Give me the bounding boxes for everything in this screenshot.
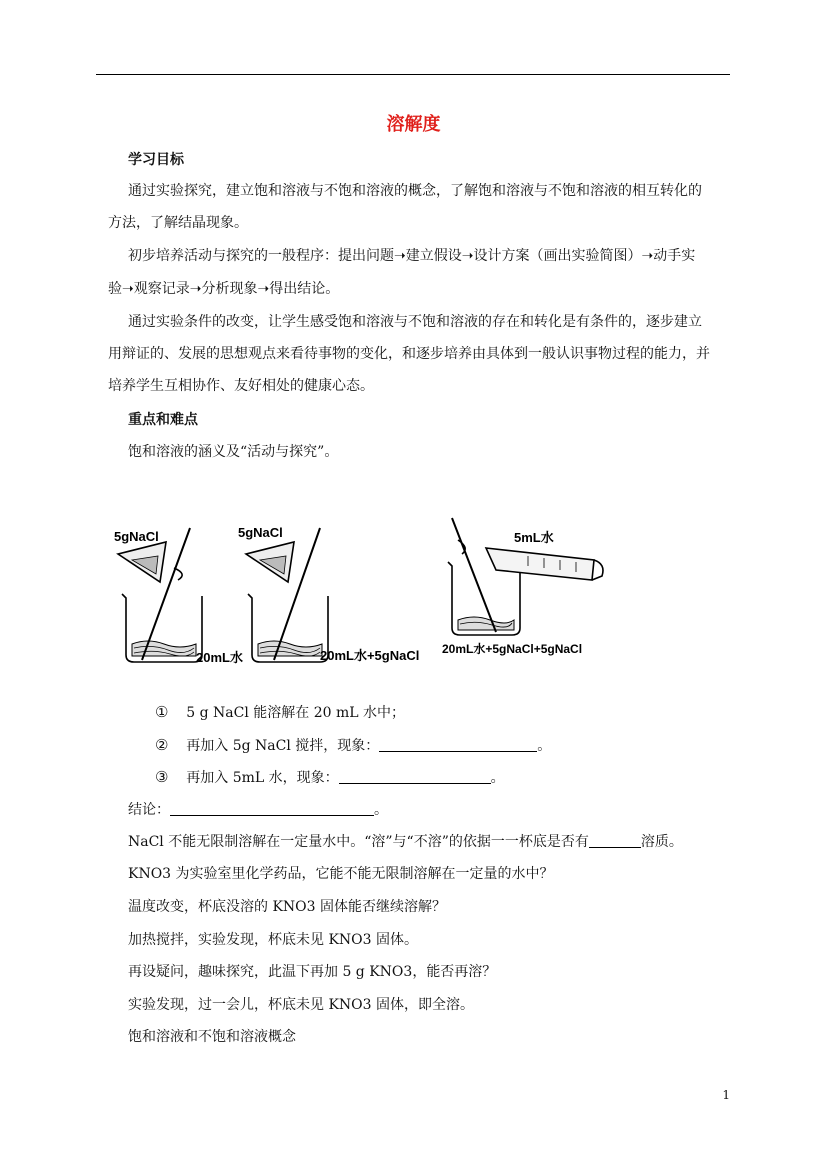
goals-para3-line1: 通过实验条件的改变，让学生感受饱和溶液与不饱和溶液的存在和转化是有条件的，逐步建立	[128, 314, 702, 330]
fig-label-2-top: 5gNaCl	[238, 525, 283, 540]
step-2-answer-blank[interactable]	[379, 737, 537, 752]
step-2	[155, 735, 551, 756]
step-2-number: ②	[155, 736, 169, 754]
step-2-text: 再加入 5g NaCl 搅拌，现象：	[186, 738, 380, 754]
text-line-5: 再设疑问，趣味探究，此温下再加 5 g KNO3，能否再溶？	[128, 964, 497, 980]
step-1-text: 5 g NaCl 能溶解在 20 mL 水中；	[186, 705, 406, 721]
text-line-1b: 溶质。	[640, 834, 683, 850]
text-line-2: KNO3 为实验室里化学药品，它能不能无限制溶解在一定量的水中？	[128, 866, 554, 882]
header-rule	[96, 74, 730, 75]
solute-answer-blank[interactable]	[589, 833, 641, 848]
section-heading-goals: 学习目标	[128, 152, 184, 168]
fig-label-3-bottom: 20mL水+5gNaCl+5gNaCl	[442, 642, 583, 656]
step-3	[155, 767, 505, 788]
text-line-7: 饱和溶液和不饱和溶液概念	[128, 1029, 296, 1045]
beaker-2	[246, 528, 328, 662]
fig-label-1-bottom: 20mL水	[196, 650, 243, 665]
text-line-1a: NaCl 不能无限制溶解在一定量水中。“溶”与“不溶”的依据一一杯底是否有	[128, 834, 589, 850]
goals-para1-line2: 方法，了解结晶现象。	[108, 215, 248, 231]
section-heading-keypoints: 重点和难点	[128, 412, 198, 428]
beaker-1	[118, 528, 202, 662]
conclusion-end: 。	[374, 802, 388, 818]
graduated-cylinder	[486, 548, 603, 580]
text-line-6: 实验发现，过一会儿，杯底未见 KNO3 固体，即全溶。	[128, 997, 474, 1013]
step-1-number: ①	[155, 703, 169, 721]
step-2-end: 。	[537, 738, 552, 754]
goals-para2-line1: 初步培养活动与探究的一般程序：提出问题➝建立假设➝设计方案（画出实验简图）➝动手实	[128, 248, 696, 264]
conclusion	[128, 800, 388, 820]
goals-para1-line1: 通过实验探究，建立饱和溶液与不饱和溶液的概念，了解饱和溶液与不饱和溶液的相互转化的	[128, 183, 702, 199]
step-3-text: 再加入 5mL 水，现象：	[186, 770, 339, 786]
text-line-4: 加热搅拌，实验发现，杯底未见 KNO3 固体。	[128, 932, 418, 948]
text-line-3: 温度改变，杯底没溶的 KNO3 固体能否继续溶解？	[128, 899, 446, 915]
conclusion-label: 结论：	[128, 802, 170, 818]
fig-label-2-bottom: 20mL水+5gNaCl	[320, 648, 420, 663]
step-3-number: ③	[155, 768, 169, 786]
step-3-end: 。	[490, 770, 505, 786]
goals-para3-line3: 培养学生互相协作、友好相处的健康心态。	[108, 378, 374, 394]
goals-para2-line2: 验➝观察记录➝分析现象➝得出结论。	[108, 281, 340, 297]
experiment-figure	[108, 510, 618, 670]
conclusion-answer-blank[interactable]	[170, 801, 374, 816]
page-number: 1	[722, 1088, 730, 1102]
text-line-1	[128, 832, 683, 852]
keypoints-text: 饱和溶液的涵义及“活动与探究”。	[128, 444, 339, 460]
goals-para3-line2: 用辩证的、发展的思想观点来看待事物的变化，和逐步培养由具体到一般认识事物过程的能力，并	[108, 346, 710, 362]
page-title: 溶解度	[386, 114, 441, 135]
fig-label-3-top: 5mL水	[514, 530, 554, 545]
step-3-answer-blank[interactable]	[339, 769, 491, 784]
fig-label-1-top: 5gNaCl	[114, 529, 159, 544]
step-1	[155, 702, 405, 723]
